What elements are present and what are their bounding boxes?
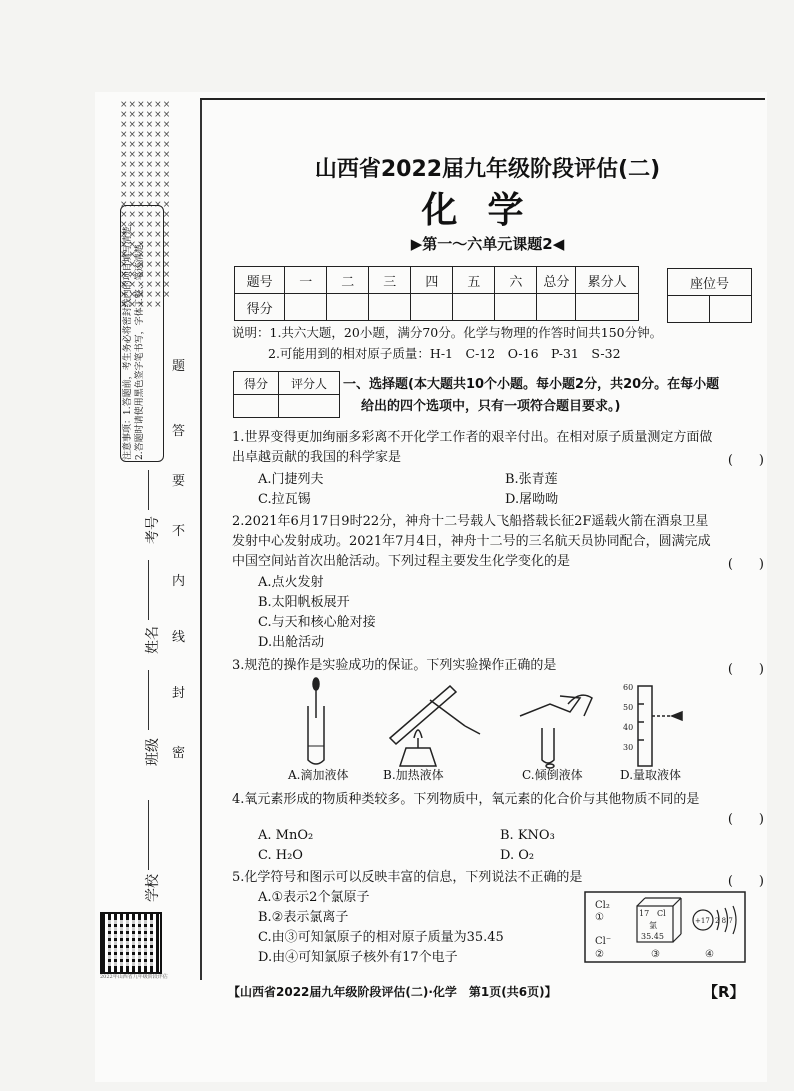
option-d[interactable]: D.量取液体 bbox=[620, 768, 682, 782]
score-header: 累分人 bbox=[576, 267, 639, 294]
question-stem: 中国空间站首次出舱活动。下列过程主要发生化学变化的是 bbox=[232, 554, 571, 569]
option-a[interactable]: A.门捷列夫 bbox=[258, 472, 324, 487]
scale-label: 30 bbox=[623, 743, 634, 752]
seal-char: 题 bbox=[172, 359, 186, 374]
unit-scope: ▶第一～六单元课题2◀ bbox=[410, 235, 565, 253]
lab-operations-figure bbox=[280, 676, 700, 766]
score-header: 题号 bbox=[235, 267, 285, 294]
exam-title: 山西省2022届九年级阶段评估(二) bbox=[314, 157, 661, 182]
school-underline bbox=[148, 800, 149, 870]
section-1-line-1: 一、选择题(本大题共10个小题。每小题2分，共20分。在每小题 bbox=[343, 377, 720, 392]
fig-text: Cl₂ bbox=[595, 900, 610, 911]
scale-label: 40 bbox=[623, 723, 634, 732]
fig-text: Cl bbox=[657, 909, 666, 918]
subject-title: 化学 bbox=[421, 190, 554, 231]
option-d[interactable]: D.屠呦呦 bbox=[505, 492, 559, 507]
grader-score-label: 得分 bbox=[234, 372, 279, 395]
question-3 bbox=[232, 656, 757, 676]
option-a[interactable]: A.①表示2个氯原子 bbox=[258, 890, 370, 905]
seat-cell[interactable] bbox=[668, 296, 710, 323]
section-1-heading bbox=[343, 374, 753, 418]
fig-text: 35.45 bbox=[641, 932, 664, 941]
option-b[interactable]: B. KNO₃ bbox=[500, 828, 555, 843]
scale-label: 50 bbox=[623, 703, 634, 712]
fig-text: ② bbox=[595, 949, 604, 960]
option-c[interactable]: C.拉瓦锡 bbox=[258, 492, 311, 507]
grader-cell[interactable] bbox=[234, 395, 279, 418]
score-cell[interactable] bbox=[576, 294, 639, 321]
question-stem: 2.2021年6月17日9时22分，神舟十二号载人飞船搭载长征2F遥载火箭在酒泉卫星 bbox=[232, 514, 709, 529]
option-b[interactable]: B.张青莲 bbox=[505, 472, 558, 487]
answer-paren[interactable]: ( ) bbox=[727, 812, 764, 827]
option-b[interactable]: B.太阳帆板展开 bbox=[258, 595, 350, 610]
graduated-cylinder-icon bbox=[638, 686, 682, 766]
exam-no-label: 考号 bbox=[145, 516, 161, 544]
question-stem: 出卓越贡献的我国的科学家是 bbox=[232, 450, 402, 465]
score-cell[interactable] bbox=[453, 294, 495, 321]
exam-no-underline bbox=[148, 470, 149, 510]
question-stem: 3.规范的操作是实验成功的保证。下列实验操作正确的是 bbox=[232, 658, 557, 673]
grader-name-label: 评分人 bbox=[279, 372, 340, 395]
score-table bbox=[234, 266, 639, 321]
instructions-line-1: 说明：1.共六大题，20小题，满分70分。化学与物理的作答时间共150分钟。 bbox=[232, 325, 663, 340]
score-cell[interactable] bbox=[327, 294, 369, 321]
score-header: 三 bbox=[369, 267, 411, 294]
page-footer: 【山西省2022届九年级阶段评估(二)·化学 第1页(共6页)】 bbox=[228, 985, 557, 999]
score-header: 一 bbox=[285, 267, 327, 294]
question-stem: 发射中心发射成功。2021年7月4日，神舟十二号的三名航天员协同配合，圆满完成 bbox=[232, 534, 711, 549]
score-cell[interactable] bbox=[537, 294, 576, 321]
seal-char: 封 bbox=[172, 686, 186, 701]
fig-text: ④ bbox=[705, 949, 714, 960]
score-header: 五 bbox=[453, 267, 495, 294]
option-c[interactable]: C.由③可知氯原子的相对原子质量为35.45 bbox=[258, 930, 504, 945]
notice-text: 注意事项：1.答题前，考生务必将密封线内的项目填写清楚。2.答题时请使用黑色签字笔书写，字体工整、笔迹清楚。 bbox=[123, 217, 145, 460]
fig-text: Cl⁻ bbox=[595, 936, 612, 947]
seal-char: 内 bbox=[172, 574, 186, 589]
qr-caption: 2022年山西省九年级阶段评估 bbox=[100, 974, 168, 980]
top-rule bbox=[200, 98, 765, 100]
question-stem: 5.化学符号和图示可以反映丰富的信息，下列说法不正确的是 bbox=[232, 870, 583, 885]
name-label: 姓名 bbox=[145, 626, 161, 654]
option-d[interactable]: D.由④可知氯原子核外有17个电子 bbox=[258, 950, 458, 965]
seat-cell[interactable] bbox=[709, 296, 751, 323]
section-1-line-2: 给出的四个选项中，只有一项符合题目要求。) bbox=[361, 399, 621, 414]
seal-char: 线 bbox=[172, 630, 186, 645]
grader-table bbox=[233, 371, 340, 418]
answer-paren[interactable]: ( ) bbox=[727, 662, 764, 677]
seal-char: 密 bbox=[172, 746, 186, 761]
option-c[interactable]: C.倾倒液体 bbox=[522, 768, 583, 782]
grader-cell[interactable] bbox=[279, 395, 340, 418]
qr-code bbox=[100, 912, 162, 974]
option-a[interactable]: A.点火发射 bbox=[258, 575, 324, 590]
question-4 bbox=[232, 790, 757, 810]
option-d[interactable]: D.出舱活动 bbox=[258, 635, 325, 650]
option-d[interactable]: D. O₂ bbox=[500, 848, 535, 863]
seat-label: 座位号 bbox=[668, 269, 752, 296]
question-stem: 1.世界变得更加绚丽多彩离不开化学工作者的艰辛付出。在相对原子质量测定方面做 bbox=[232, 430, 713, 445]
question-2 bbox=[232, 512, 757, 572]
option-a[interactable]: A. MnO₂ bbox=[258, 828, 314, 843]
score-cell[interactable] bbox=[285, 294, 327, 321]
question-5 bbox=[232, 868, 757, 888]
score-cell[interactable] bbox=[495, 294, 537, 321]
seal-char: 要 bbox=[172, 474, 186, 489]
dropper-icon bbox=[308, 678, 324, 764]
score-header: 总分 bbox=[537, 267, 576, 294]
school-label: 学校 bbox=[145, 874, 161, 902]
fig-text: 2 8 7 bbox=[715, 917, 733, 925]
chlorine-figure bbox=[585, 892, 745, 962]
option-c[interactable]: C.与天和核心舱对接 bbox=[258, 615, 376, 630]
pouring-hand-icon bbox=[520, 695, 592, 768]
option-b[interactable]: B.②表示氯离子 bbox=[258, 910, 349, 925]
version-badge: 【R】 bbox=[703, 983, 745, 1001]
score-row-label: 得分 bbox=[235, 294, 285, 321]
score-header: 六 bbox=[495, 267, 537, 294]
seal-char: 不 bbox=[172, 524, 186, 539]
binding-line bbox=[200, 100, 203, 980]
answer-paren[interactable]: ( ) bbox=[727, 557, 764, 572]
score-cell[interactable] bbox=[369, 294, 411, 321]
answer-paren[interactable]: ( ) bbox=[727, 874, 764, 889]
option-a[interactable]: A.滴加液体 bbox=[288, 768, 349, 782]
name-underline bbox=[148, 560, 149, 620]
question-1 bbox=[232, 428, 757, 468]
score-header: 四 bbox=[411, 267, 453, 294]
alcohol-lamp-icon bbox=[390, 686, 480, 766]
fig-text: 氯 bbox=[649, 921, 657, 930]
option-c[interactable]: C. H₂O bbox=[258, 848, 303, 863]
class-label: 班级 bbox=[145, 738, 161, 766]
score-cell[interactable] bbox=[411, 294, 453, 321]
fig-text: +17 bbox=[695, 917, 710, 925]
pattern-strip: ××××××××××××××××××××××××××××××××××××××××××××××××××××××××××××××××××××××××××××××××××××××××××××××××××××××××××××××××××××××××××××× bbox=[120, 100, 172, 310]
scale-label: 60 bbox=[623, 683, 634, 692]
instructions-line-2: 2.可能用到的相对原子质量：H-1 C-12 O-16 P-31 S-32 bbox=[268, 346, 621, 361]
seal-char: 答 bbox=[172, 424, 186, 439]
fig-text: 17 bbox=[639, 909, 650, 918]
class-underline bbox=[148, 670, 149, 730]
answer-paren[interactable]: ( ) bbox=[727, 453, 764, 468]
question-stem: 4.氧元素形成的物质种类较多。下列物质中，氧元素的化合价与其他物质不同的是 bbox=[232, 792, 700, 807]
fig-text: ③ bbox=[651, 949, 660, 960]
seat-table bbox=[667, 268, 752, 323]
fig-text: ① bbox=[595, 912, 604, 923]
option-b[interactable]: B.加热液体 bbox=[383, 768, 444, 782]
score-header: 二 bbox=[327, 267, 369, 294]
